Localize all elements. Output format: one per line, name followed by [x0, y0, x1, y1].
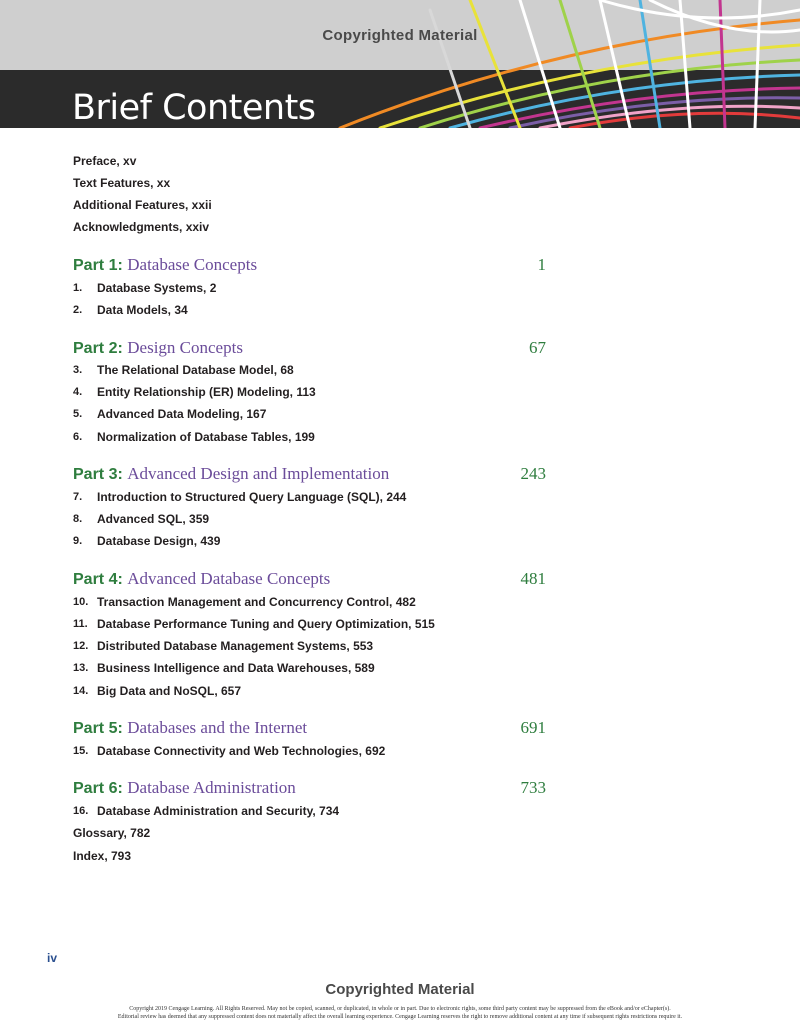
copyright-watermark-top: Copyrighted Material	[322, 27, 478, 44]
part-heading[interactable]	[73, 778, 296, 798]
chapter-number: 12.	[73, 640, 89, 652]
part-page-number: 1	[537, 255, 546, 274]
copyright-watermark-bottom: Copyrighted Material	[325, 981, 475, 998]
part-heading[interactable]	[73, 338, 243, 358]
page-number: iv	[47, 951, 58, 965]
part-label: Part 4:	[73, 571, 123, 588]
chapter-title[interactable]: Distributed Database Management Systems, 553	[97, 639, 374, 653]
part-name: Advanced Design and Implementation	[127, 464, 390, 483]
part-name: Design Concepts	[127, 338, 243, 357]
chapter-title[interactable]: The Relational Database Model, 68	[97, 363, 294, 377]
chapter-number: 13.	[73, 662, 89, 674]
chapter-title[interactable]: Database Administration and Security, 734	[97, 804, 340, 818]
chapter-number: 4.	[73, 386, 83, 398]
part-page-number: 733	[520, 778, 546, 797]
page-title: Brief Contents	[72, 88, 316, 128]
chapter-title[interactable]: Database Systems, 2	[97, 281, 217, 295]
chapter-title[interactable]: Introduction to Structured Query Language (SQL), 244	[97, 490, 407, 504]
toc-front-matter-item[interactable]: Additional Features, xxii	[73, 198, 212, 212]
part-heading[interactable]	[73, 569, 330, 589]
chapter-title[interactable]: Database Performance Tuning and Query Optimization, 515	[97, 617, 435, 631]
copyright-notice	[70, 1005, 730, 1021]
part-page-number: 243	[520, 464, 546, 483]
part-label: Part 5:	[73, 720, 123, 737]
part-heading[interactable]	[73, 718, 307, 738]
toc-front-matter-item[interactable]: Preface, xv	[73, 154, 137, 168]
part-page-number: 67	[529, 338, 546, 357]
part-heading[interactable]	[73, 255, 257, 275]
chapter-number: 8.	[73, 513, 83, 525]
toc-back-matter-item[interactable]: Index, 793	[73, 849, 132, 863]
chapter-number: 10.	[73, 596, 89, 608]
toc-front-matter-item[interactable]: Acknowledgments, xxiv	[73, 220, 210, 234]
chapter-number: 11.	[73, 618, 88, 630]
chapter-number: 9.	[73, 535, 83, 547]
chapter-title[interactable]: Entity Relationship (ER) Modeling, 113	[97, 385, 316, 399]
part-label: Part 6:	[73, 780, 123, 797]
part-label: Part 2:	[73, 340, 123, 357]
chapter-title[interactable]: Database Connectivity and Web Technologies, 692	[97, 744, 386, 758]
chapter-number: 5.	[73, 408, 83, 420]
chapter-title[interactable]: Database Design, 439	[97, 534, 221, 548]
part-name: Advanced Database Concepts	[127, 569, 331, 588]
toc-front-matter-item[interactable]: Text Features, xx	[73, 176, 171, 190]
part-label: Part 3:	[73, 466, 123, 483]
part-label: Part 1:	[73, 257, 123, 274]
chapter-number: 1.	[73, 282, 83, 294]
chapter-title[interactable]: Business Intelligence and Data Warehouses, 589	[97, 661, 375, 675]
toc-back-matter-item[interactable]: Glossary, 782	[73, 826, 151, 840]
part-name: Database Administration	[127, 778, 296, 797]
part-name: Database Concepts	[127, 255, 258, 274]
chapter-title[interactable]: Advanced Data Modeling, 167	[97, 407, 267, 421]
chapter-number: 14.	[73, 685, 89, 697]
chapter-number: 3.	[73, 364, 83, 376]
chapter-number: 6.	[73, 431, 83, 443]
chapter-title[interactable]: Data Models, 34	[97, 303, 188, 317]
chapter-title[interactable]: Big Data and NoSQL, 657	[97, 684, 242, 698]
chapter-number: 15.	[73, 745, 89, 757]
part-page-number: 691	[520, 718, 546, 737]
chapter-number: 7.	[73, 491, 83, 503]
chapter-title[interactable]: Normalization of Database Tables, 199	[97, 430, 315, 444]
copyright-line: Editorial review has deemed that any suppressed content does not materially affect the overall learning experience. Cengage Learning reserves the right to remove additional content at any time if subsequent rights restrictions require it.	[117, 1014, 683, 1020]
part-heading[interactable]	[73, 464, 389, 484]
part-name: Databases and the Internet	[127, 718, 308, 737]
part-page-number: 481	[520, 569, 546, 588]
copyright-line: Copyright 2019 Cengage Learning. All Rights Reserved. May not be copied, scanned, or duplicated, in whole or in part. Due to electronic rights, some third party content may be suppressed from the eBook and/or eChapter(s).	[129, 1006, 671, 1012]
chapter-number: 2.	[73, 304, 83, 316]
chapter-title[interactable]: Transaction Management and Concurrency Control, 482	[97, 595, 416, 609]
chapter-number: 16.	[73, 805, 89, 817]
chapter-title[interactable]: Advanced SQL, 359	[97, 512, 210, 526]
